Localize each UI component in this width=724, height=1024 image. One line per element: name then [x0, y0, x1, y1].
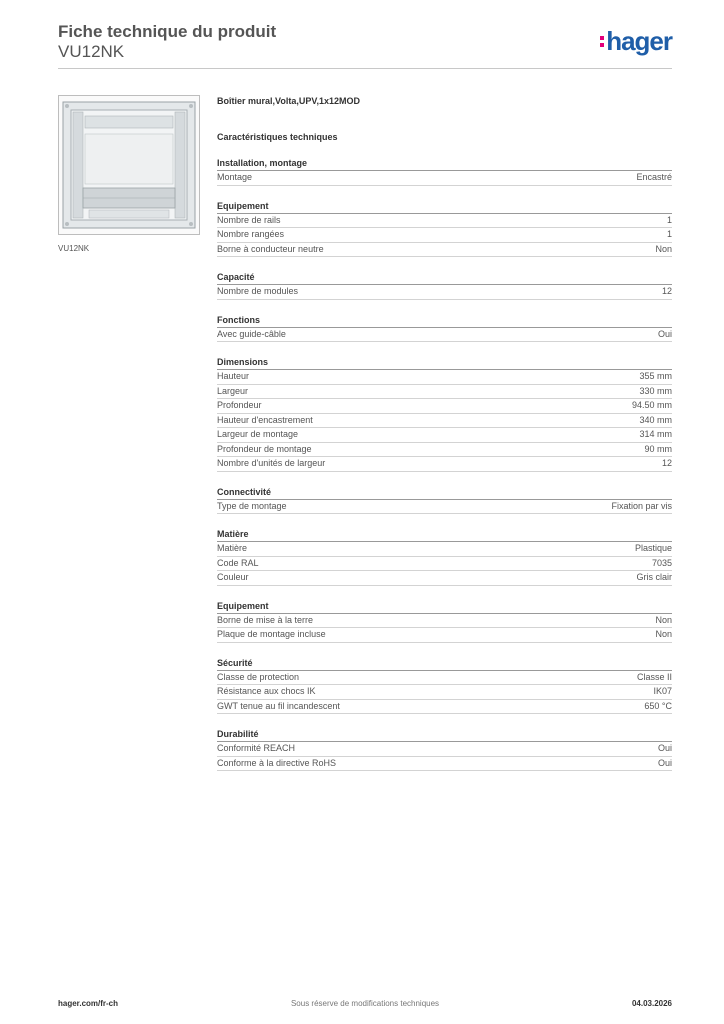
spec-row: [217, 500, 672, 515]
spec-label: Nombre de rails: [217, 214, 281, 225]
document-title: Fiche technique du produit: [58, 22, 277, 41]
spec-value: Plastique: [634, 543, 672, 553]
spec-label: GWT tenue au fil incandescent: [217, 700, 340, 711]
spec-row: [217, 457, 672, 472]
spec-label: Code RAL: [217, 557, 259, 568]
spec-value: IK07: [653, 686, 672, 696]
spec-section: [217, 157, 672, 186]
spec-row: [217, 671, 672, 686]
section-title: Sécurité: [217, 657, 672, 671]
logo-mark-icon: [600, 36, 604, 47]
spec-section: [217, 271, 672, 300]
spec-value: Non: [655, 629, 672, 639]
spec-label: Borne de mise à la terre: [217, 614, 314, 625]
spec-value: 314 mm: [639, 429, 672, 439]
spec-value: Encastré: [636, 172, 672, 182]
spec-row: [217, 171, 672, 186]
spec-label: Largeur de montage: [217, 429, 299, 439]
spec-row: [217, 571, 672, 586]
spec-label: Hauteur: [217, 371, 250, 381]
section-title: Connectivité: [217, 486, 672, 500]
spec-label: Classe de protection: [217, 671, 300, 682]
spec-row: [217, 542, 672, 557]
spec-value: Non: [655, 614, 672, 625]
spec-label: Type de montage: [217, 500, 287, 511]
spec-row: [217, 214, 672, 229]
spec-label: Conforme à la directive RoHS: [217, 757, 337, 768]
spec-section: [217, 600, 672, 643]
hager-logo: [600, 26, 672, 57]
spec-row: [217, 243, 672, 258]
product-image: [58, 95, 200, 235]
spec-row: [217, 685, 672, 700]
spec-label: Nombre rangées: [217, 229, 285, 239]
spec-label: Profondeur: [217, 400, 262, 410]
spec-value: 330 mm: [639, 385, 672, 396]
footer-disclaimer: Sous réserve de modifications techniques: [290, 999, 440, 1008]
section-title: Fonctions: [217, 314, 672, 328]
spec-value: 1: [666, 214, 672, 225]
section-title: Equipement: [217, 600, 672, 614]
spec-label: Matière: [217, 543, 248, 553]
spec-value: Oui: [657, 757, 672, 768]
spec-label: Résistance aux chocs IK: [217, 686, 316, 696]
page-footer: [58, 998, 672, 1010]
section-title: Durabilité: [217, 728, 672, 742]
page-header: [58, 20, 672, 68]
spec-label: Borne à conducteur neutre: [217, 243, 324, 254]
product-reference: VU12NK: [58, 42, 125, 61]
section-title: Installation, montage: [217, 157, 672, 171]
logo-text: hager: [606, 26, 672, 56]
spec-value: 355 mm: [639, 371, 672, 381]
spec-label: Montage: [217, 172, 253, 182]
spec-label: Profondeur de montage: [217, 443, 312, 454]
spec-label: Plaque de montage incluse: [217, 629, 326, 639]
spec-value: 12: [661, 286, 672, 296]
spec-row: [217, 370, 672, 385]
spec-value: 94.50 mm: [631, 400, 672, 410]
spec-row: [217, 742, 672, 757]
spec-value: Gris clair: [636, 572, 672, 582]
spec-section: [217, 314, 672, 343]
spec-value: Classe II: [636, 671, 672, 682]
spec-row: [217, 385, 672, 400]
spec-section: [217, 356, 672, 472]
section-title: Equipement: [217, 200, 672, 214]
section-title: Dimensions: [217, 356, 672, 370]
spec-label: Conformité REACH: [217, 743, 296, 753]
spec-label: Nombre d'unités de largeur: [217, 458, 326, 468]
spec-row: [217, 328, 672, 343]
spec-label: Avec guide-câble: [217, 328, 286, 339]
spec-label: Couleur: [217, 572, 249, 582]
image-caption: VU12NK: [58, 244, 90, 253]
spec-section: [217, 200, 672, 258]
section-title: Matière: [217, 528, 672, 542]
footer-website-link[interactable]: hager.com/fr-ch: [58, 999, 119, 1008]
spec-value: Oui: [657, 743, 672, 753]
spec-row: [217, 628, 672, 643]
spec-section: [217, 657, 672, 715]
spec-label: Hauteur d'encastrement: [217, 414, 313, 425]
spec-value: 1: [666, 229, 672, 239]
spec-value: Oui: [657, 328, 672, 339]
spec-row: [217, 443, 672, 458]
spec-value: Fixation par vis: [611, 500, 672, 511]
product-name: Boîtier mural,Volta,UPV,1x12MOD: [217, 96, 361, 106]
spec-row: [217, 285, 672, 300]
spec-label: Nombre de modules: [217, 286, 299, 296]
section-title: Capacité: [217, 271, 672, 285]
spec-row: [217, 228, 672, 243]
spec-label: Largeur: [217, 385, 249, 396]
spec-row: [217, 700, 672, 715]
spec-value: 90 mm: [644, 443, 672, 454]
spec-value: 12: [661, 458, 672, 468]
spec-sections: [217, 157, 672, 771]
spec-value: 650 °C: [644, 700, 672, 711]
spec-heading: Caractéristiques techniques: [217, 132, 338, 142]
spec-row: [217, 399, 672, 414]
spec-row: [217, 757, 672, 772]
spec-value: 7035: [651, 557, 672, 568]
spec-value: Non: [655, 243, 672, 254]
spec-row: [217, 414, 672, 429]
spec-section: [217, 486, 672, 515]
spec-row: [217, 614, 672, 629]
footer-date: 04.03.2026: [631, 999, 672, 1008]
spec-sheet: [217, 95, 672, 771]
header-divider: [58, 68, 672, 69]
spec-row: [217, 428, 672, 443]
spec-value: 340 mm: [639, 414, 672, 425]
spec-section: [217, 528, 672, 586]
spec-section: [217, 728, 672, 771]
spec-row: [217, 557, 672, 572]
